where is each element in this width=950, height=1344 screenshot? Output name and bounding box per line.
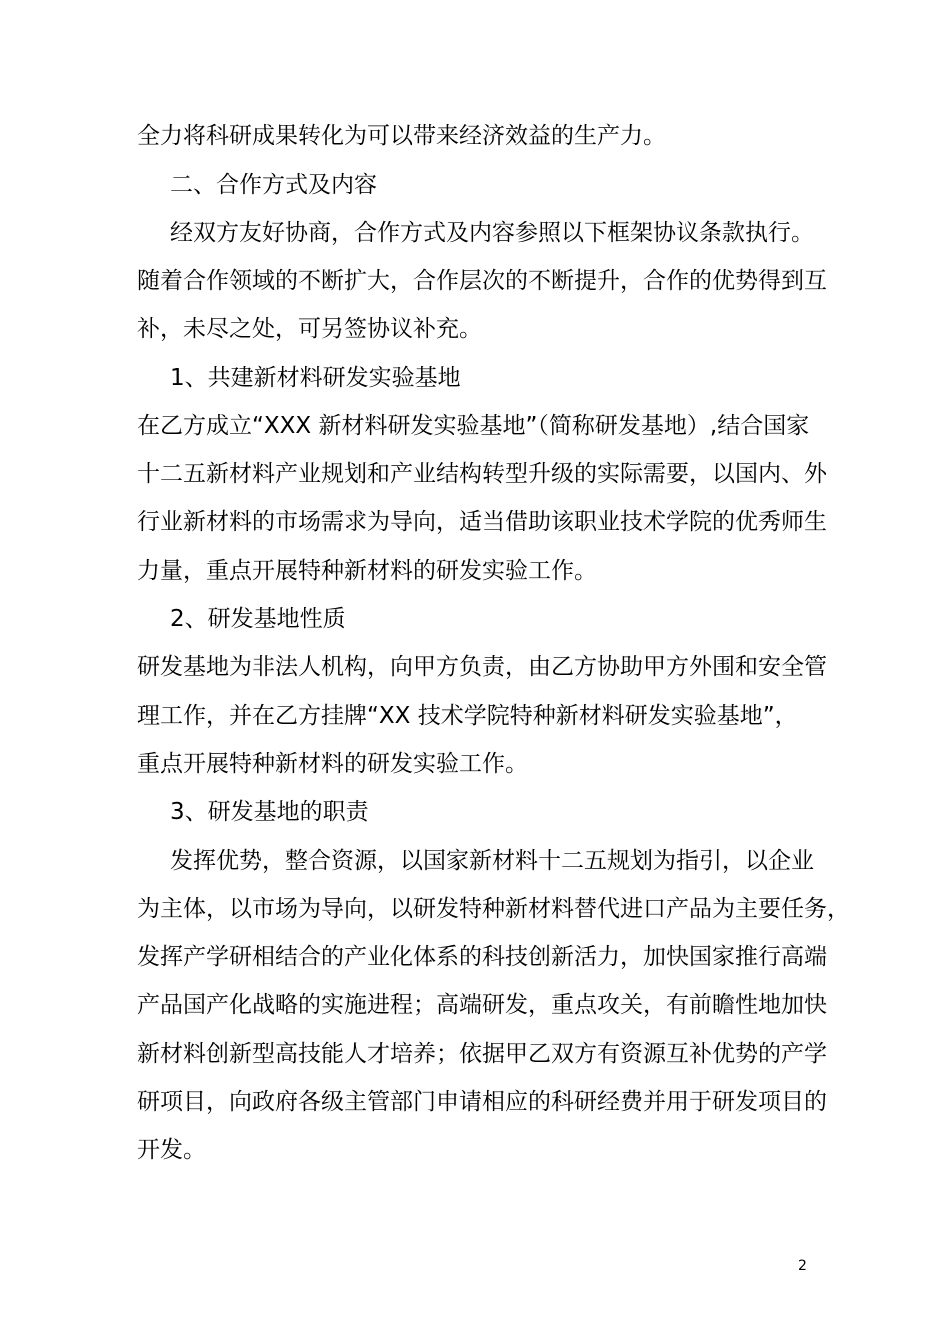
text-line-21: 研项目，向政府各级主管部门申请相应的科研经费并用于研发项目的 [137, 1089, 827, 1115]
text-line-5: 补，未尽之处，可另签协议补充。 [137, 316, 482, 342]
text-line-16: 发挥优势，整合资源，以国家新材料十二五规划为指引，以企业 [170, 848, 814, 874]
text-line-13: 理工作，并在乙方挂牌“XX 技术学院特种新材料研发实验基地”， [137, 703, 798, 729]
text-line-7: 在乙方成立“XXX 新材料研发实验基地”（简称研发基地）,结合国家 [137, 413, 810, 439]
page-number: 2 [798, 1258, 807, 1274]
section-heading-cooperation: 二、合作方式及内容 [170, 172, 377, 198]
text-line-8: 十二五新材料产业规划和产业结构转型升级的实际需要，以国内、外 [137, 461, 827, 487]
text-line-10: 力量，重点开展特种新材料的研发实验工作。 [137, 558, 597, 584]
text-line-17: 为主体，以市场为导向，以研发特种新材料替代进口产品为主要任务， [137, 896, 850, 922]
text-line-12: 研发基地为非法人机构，向甲方负责，由乙方协助甲方外围和安全管 [137, 654, 827, 680]
text-line-3: 经双方友好协商，合作方式及内容参照以下框架协议条款执行。 [170, 220, 814, 246]
text-line-18: 发挥产学研相结合的产业化体系的科技创新活力，加快国家推行高端 [137, 944, 827, 970]
text-line-14: 重点开展特种新材料的研发实验工作。 [137, 751, 528, 777]
text-line-20: 新材料创新型高技能人才培养；依据甲乙双方有资源互补优势的产学 [137, 1041, 827, 1067]
text-line-19: 产品国产化战略的实施进程；高端研发，重点攻关，有前瞻性地加快 [137, 992, 827, 1018]
text-line-4: 随着合作领域的不断扩大，合作层次的不断提升，合作的优势得到互 [137, 268, 827, 294]
subheading-2: 2、研发基地性质 [170, 606, 346, 632]
subheading-1: 1、共建新材料研发实验基地 [170, 365, 461, 391]
subheading-3: 3、研发基地的职责 [170, 799, 369, 825]
text-line-1: 全力将科研成果转化为可以带来经济效益的生产力。 [137, 123, 666, 149]
text-line-22: 开发。 [137, 1137, 206, 1163]
text-line-9: 行业新材料的市场需求为导向，适当借助该职业技术学院的优秀师生 [137, 509, 827, 535]
